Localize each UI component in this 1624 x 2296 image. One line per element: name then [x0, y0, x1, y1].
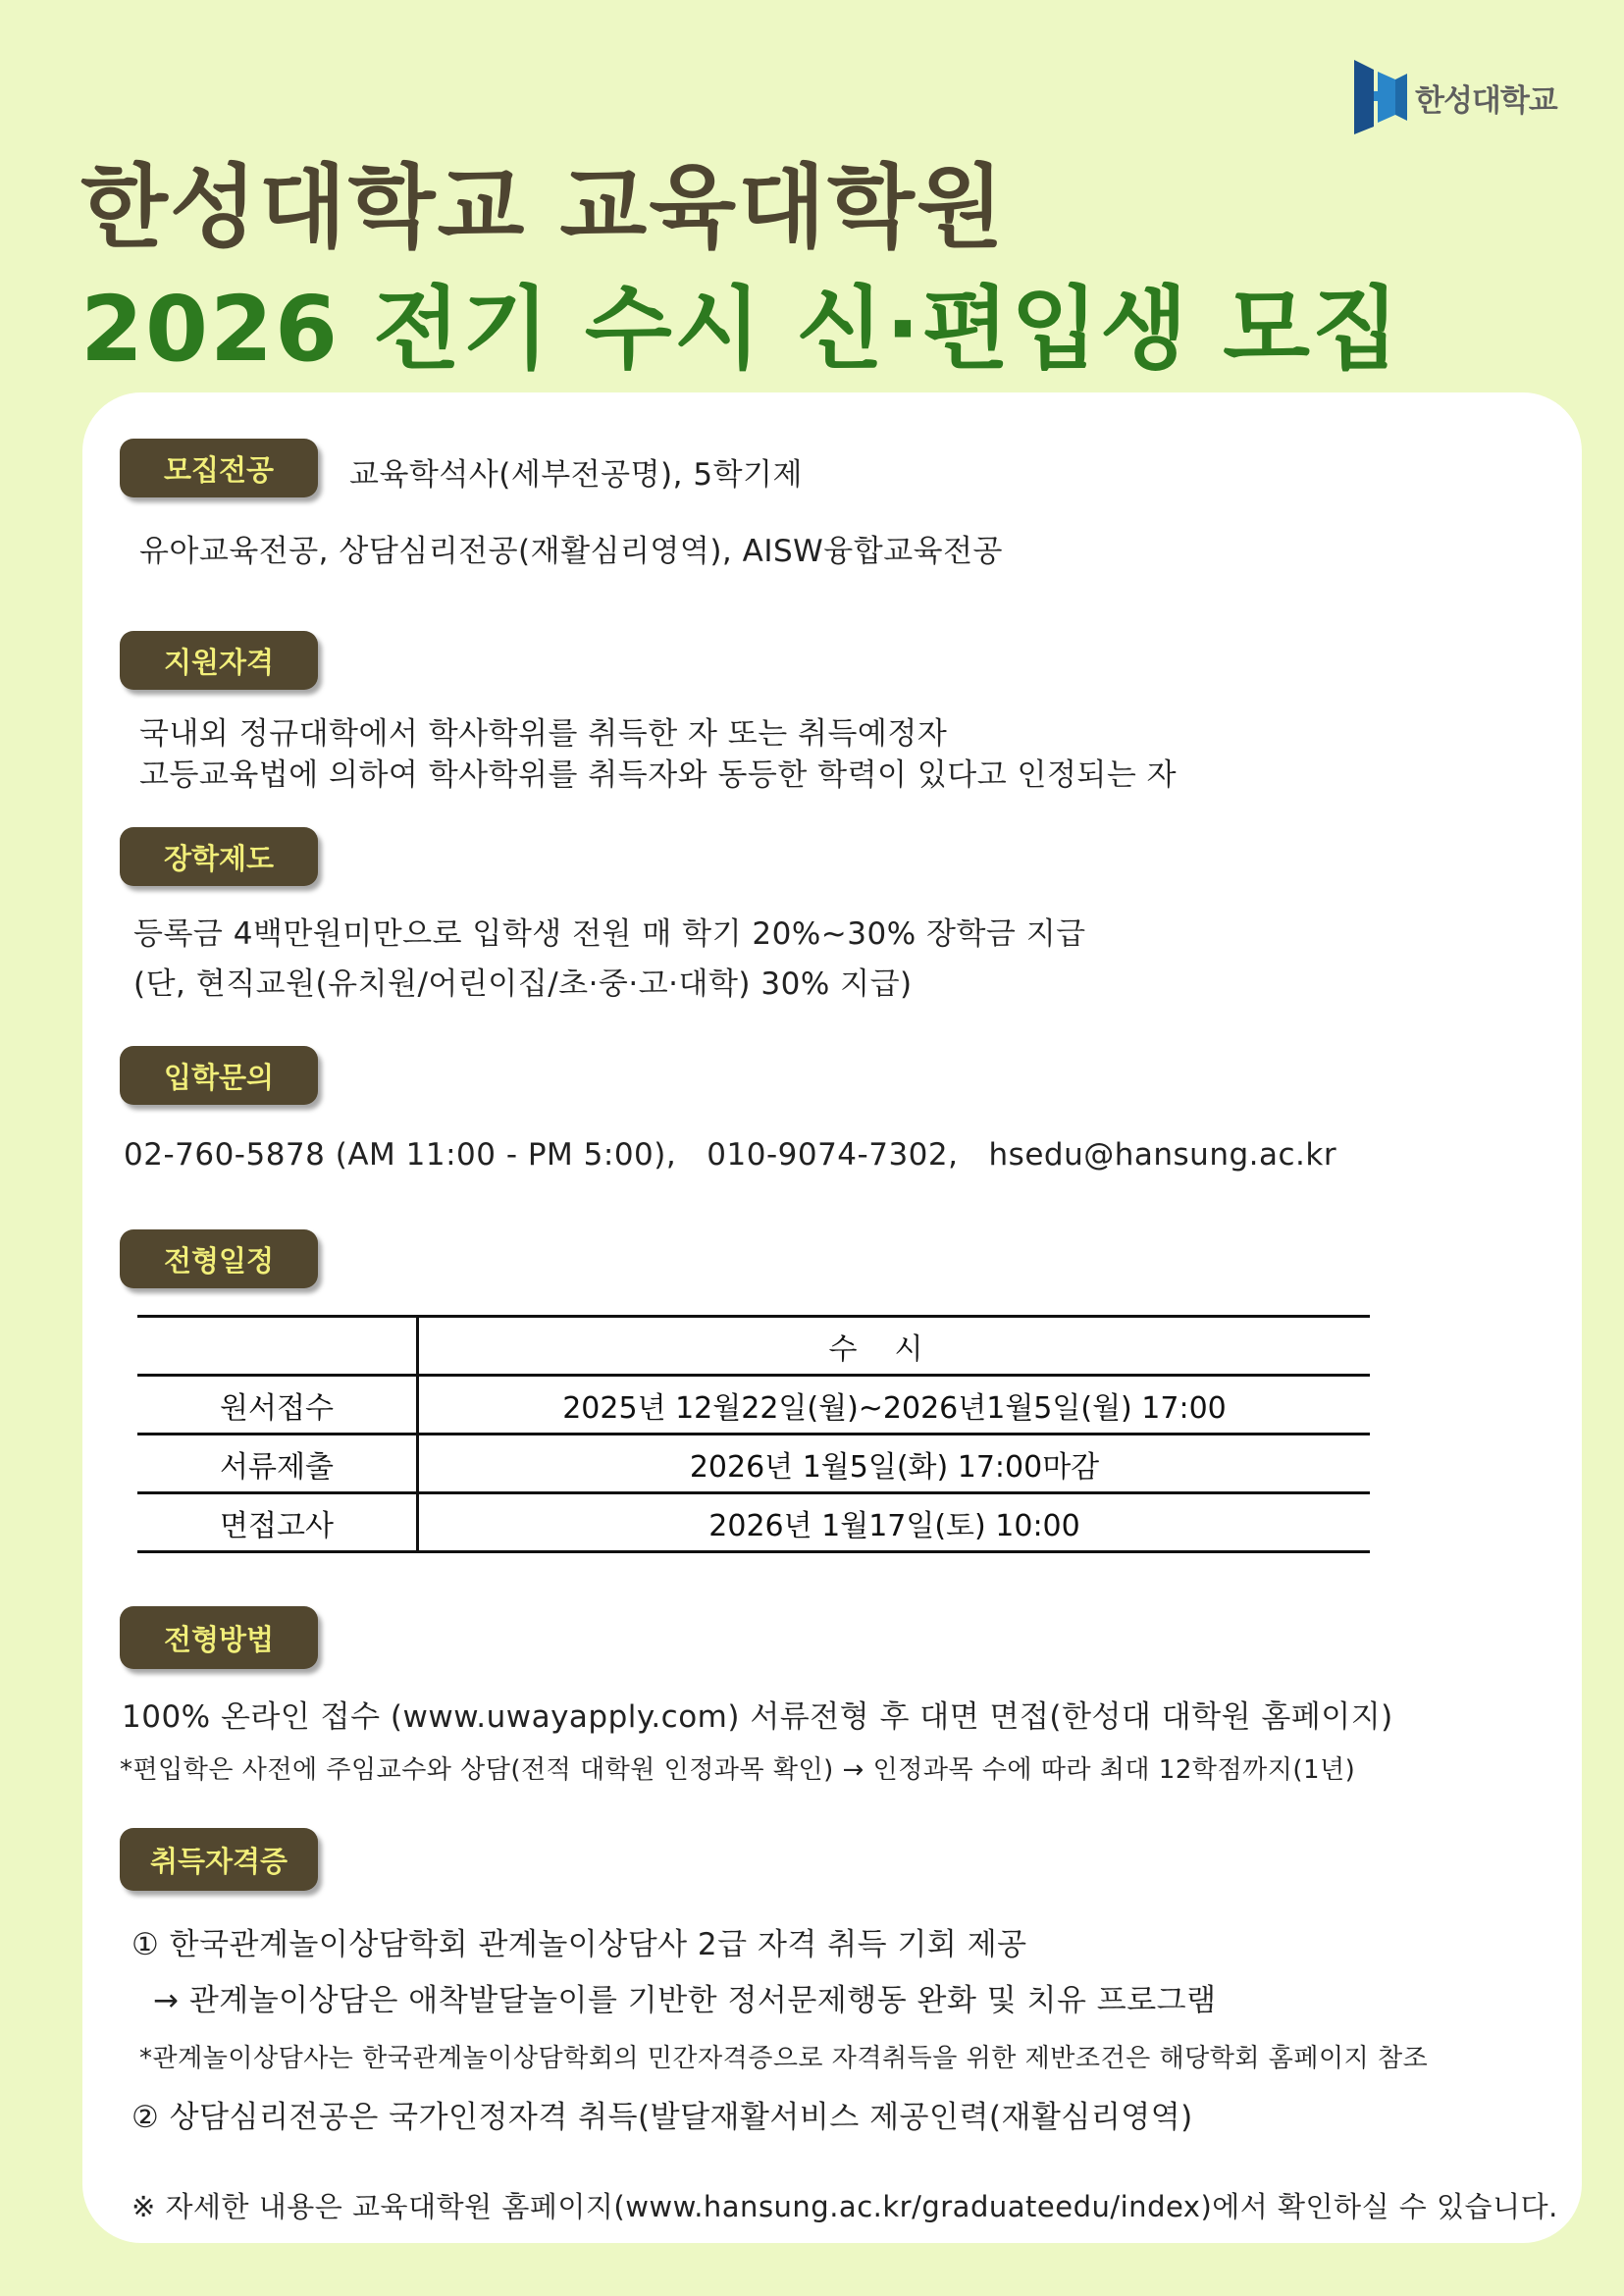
section-badge-schedule: 전형일정 — [120, 1229, 318, 1288]
logo-text: 한성대학교 — [1415, 82, 1557, 119]
schedule-item: 서류제출 — [137, 1435, 418, 1493]
major-list-text: 유아교육전공, 상담심리전공(재활심리영역), AISW융합교육전공 — [139, 534, 1003, 569]
schedule-date: 2026년 1월17일(토) 10:00 — [418, 1493, 1371, 1552]
schedule-table — [137, 1315, 1370, 1553]
schedule-item: 원서접수 — [137, 1376, 418, 1435]
scholarship-line-1: 등록금 4백만원미만으로 입학생 전원 매 학기 20%~30% 장학금 지급 — [133, 916, 1086, 952]
scholarship-line-2: (단, 현직교원(유치원/어린이집/초·중·고·대학) 30% 지급) — [133, 966, 913, 1002]
section-badge-contact: 입학문의 — [120, 1046, 318, 1105]
eligibility-line-1: 국내외 정규대학에서 학사학위를 취득한 자 또는 취득예정자 — [139, 716, 948, 752]
schedule-header-label: 수시 — [418, 1317, 1371, 1376]
schedule-header-empty — [137, 1317, 418, 1376]
hansung-logo-icon — [1352, 58, 1409, 136]
table-row — [137, 1435, 1370, 1493]
section-badge-major: 모집전공 — [120, 439, 318, 497]
certificate-note: *관계놀이상담사는 한국관계놀이상담학회의 민간자격증으로 자격취득을 위한 제반조건은 해당학회 홈페이지 참조 — [139, 2044, 1429, 2073]
section-badge-method: 전형방법 — [120, 1606, 318, 1669]
page-title-line1: 한성대학교 교육대학원 — [80, 155, 1006, 260]
table-row — [137, 1376, 1370, 1435]
certificate-line-3: ② 상담심리전공은 국가인정자격 취득(발달재활서비스 제공인력(재활심리영역) — [131, 2100, 1193, 2135]
schedule-header-row — [137, 1317, 1370, 1376]
footer-note: ※ 자세한 내용은 교육대학원 홈페이지(www.hansung.ac.kr/graduateedu/index)에서 확인하실 수 있습니다. — [131, 2190, 1558, 2223]
schedule-date: 2025년 12월22일(월)~2026년1월5일(월) 17:00 — [418, 1376, 1371, 1435]
major-degree-text: 교육학석사(세부전공명), 5학기제 — [349, 457, 803, 493]
certificate-line-1: ① 한국관계놀이상담학회 관계놀이상담사 2급 자격 취득 기회 제공 — [131, 1927, 1027, 1962]
certificate-line-2: → 관계놀이상담은 애착발달놀이를 기반한 정서문제행동 완화 및 치유 프로그램 — [153, 1983, 1217, 2018]
university-logo — [1352, 57, 1557, 137]
page-title-line2: 2026 전기 수시 신·편입생 모집 — [80, 277, 1401, 382]
method-note: *편입학은 사전에 주임교수와 상담(전적 대학원 인정과목 확인) → 인정과목 수에 따라 최대 12학점까지(1년) — [120, 1755, 1356, 1785]
contact-info-text: 02-760-5878 (AM 11:00 - PM 5:00), 010-9074-7302, hsedu@hansung.ac.kr — [124, 1137, 1337, 1173]
section-badge-scholarship: 장학제도 — [120, 827, 318, 886]
eligibility-line-2: 고등교육법에 의하여 학사학위를 취득자와 동등한 학력이 있다고 인정되는 자 — [139, 757, 1178, 793]
table-row — [137, 1493, 1370, 1552]
method-text: 100% 온라인 접수 (www.uwayapply.com) 서류전형 후 대면 면접(한성대 대학원 홈페이지) — [122, 1699, 1393, 1735]
schedule-item: 면접고사 — [137, 1493, 418, 1552]
section-badge-eligibility: 지원자격 — [120, 631, 318, 690]
schedule-date: 2026년 1월5일(화) 17:00마감 — [418, 1435, 1371, 1493]
section-badge-certificate: 취득자격증 — [120, 1828, 318, 1891]
